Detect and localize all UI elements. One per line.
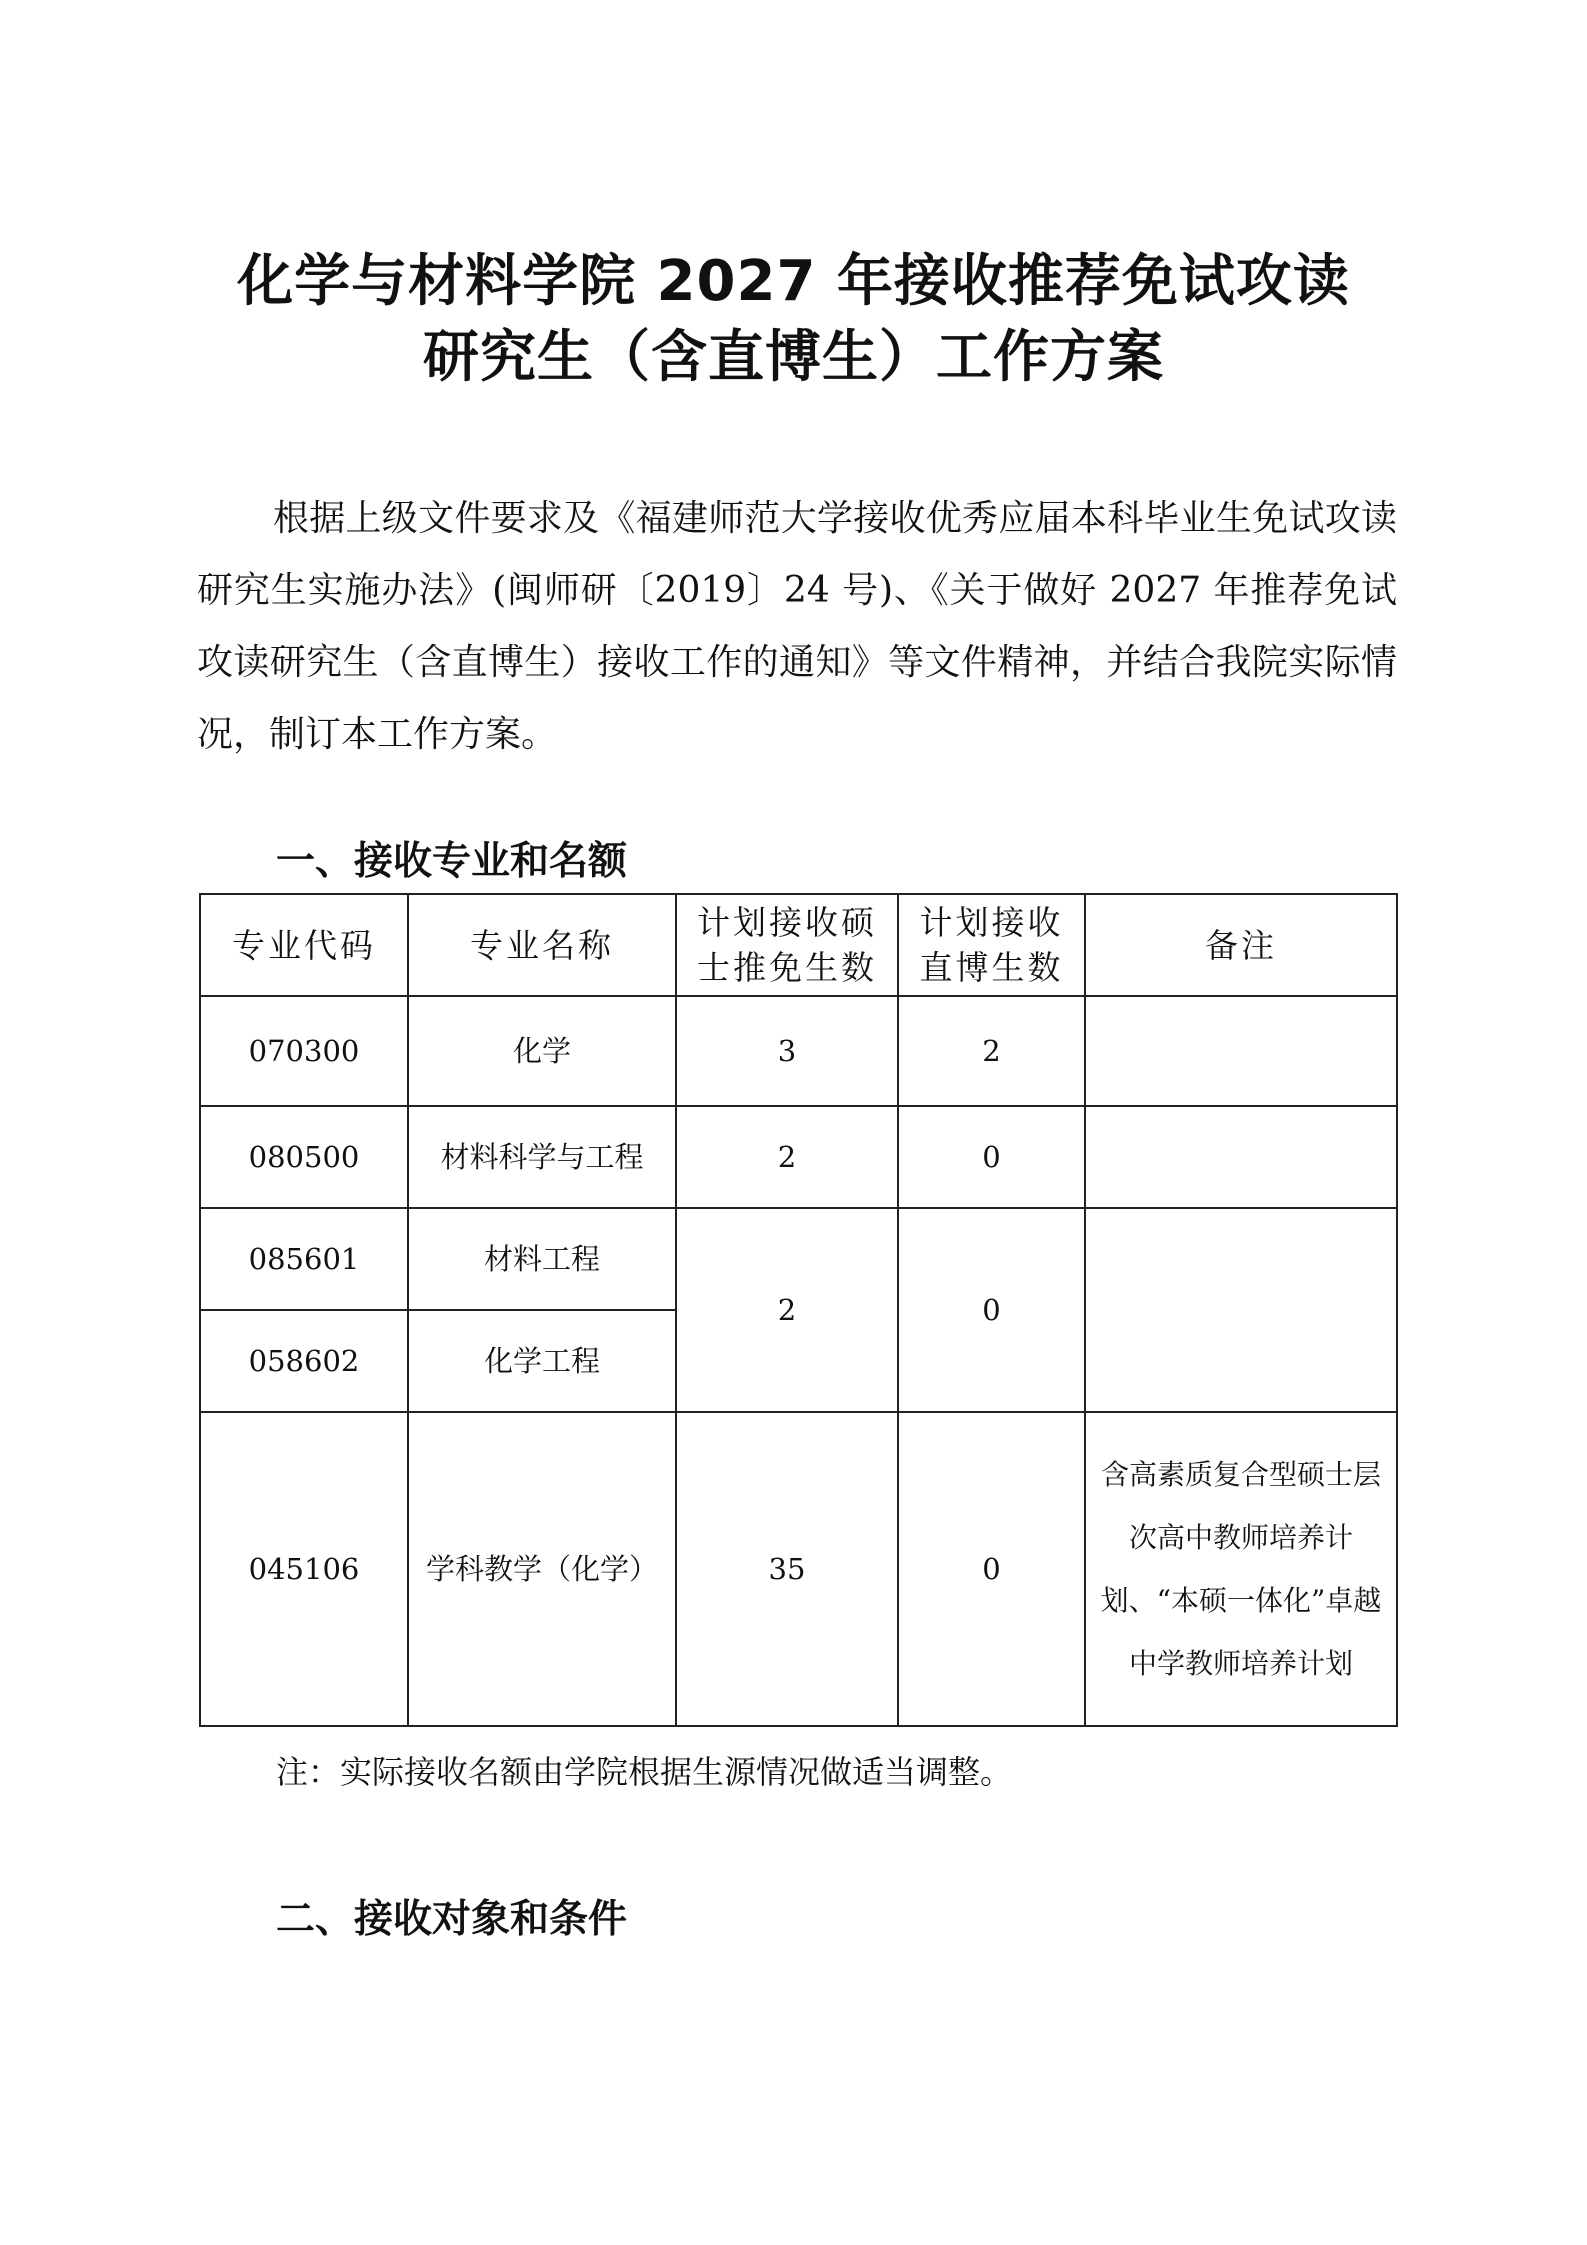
table-row [200, 1208, 1397, 1310]
table-row [200, 1106, 1397, 1208]
table-row [200, 996, 1397, 1106]
cell-major-name: 学科教学（化学） [408, 1412, 676, 1726]
cell-major-code: 058602 [200, 1310, 408, 1412]
cell-remark [1085, 1106, 1397, 1208]
quota-table [199, 893, 1398, 1727]
header-phd-quota: 计划接收直博生数 [898, 894, 1085, 996]
table-header-row [200, 894, 1397, 996]
cell-major-name: 材料科学与工程 [408, 1106, 676, 1208]
table-note: 注：实际接收名额由学院根据生源情况做适当调整。 [276, 1753, 1013, 1791]
header-remark: 备注 [1085, 894, 1397, 996]
cell-master-quota: 35 [676, 1412, 898, 1726]
cell-master-quota: 3 [676, 996, 898, 1106]
cell-major-name: 化学 [408, 996, 676, 1106]
table-row [200, 1412, 1397, 1726]
intro-paragraph: 根据上级文件要求及《福建师范大学接收优秀应届本科毕业生免试攻读研究生实施办法》(闽师研〔2019〕24 号)、《关于做好 2027 年推荐免试攻读研究生（含直博生）接收工作的通知》等文件精神，并结合我院实际情况，制订本工作方案。 [197, 498, 1397, 755]
cell-phd-quota: 0 [898, 1412, 1085, 1726]
cell-remark [1085, 996, 1397, 1106]
section-heading-eligibility: 二、接收对象和条件 [276, 1897, 628, 1942]
cell-phd-quota-merged: 0 [898, 1208, 1085, 1412]
header-major-code: 专业代码 [200, 894, 408, 996]
cell-phd-quota: 0 [898, 1106, 1085, 1208]
section-heading-quota: 一、接收专业和名额 [276, 839, 628, 884]
document-title-line-1: 化学与材料学院 2027 年接收推荐免试攻读 [237, 249, 1350, 314]
cell-major-name: 材料工程 [408, 1208, 676, 1310]
cell-major-code: 085601 [200, 1208, 408, 1310]
cell-phd-quota: 2 [898, 996, 1085, 1106]
cell-major-code: 045106 [200, 1412, 408, 1726]
cell-major-code: 070300 [200, 996, 408, 1106]
document-title-line-2: 研究生（含直博生）工作方案 [423, 325, 1164, 390]
cell-remark: 含高素质复合型硕士层次高中教师培养计划、“本硕一体化”卓越中学教师培养计划 [1085, 1412, 1397, 1726]
cell-major-name: 化学工程 [408, 1310, 676, 1412]
cell-master-quota: 2 [676, 1106, 898, 1208]
cell-major-code: 080500 [200, 1106, 408, 1208]
header-major-name: 专业名称 [408, 894, 676, 996]
cell-remark-merged [1085, 1208, 1397, 1412]
header-master-quota: 计划接收硕士推免生数 [676, 894, 898, 996]
cell-master-quota-merged: 2 [676, 1208, 898, 1412]
